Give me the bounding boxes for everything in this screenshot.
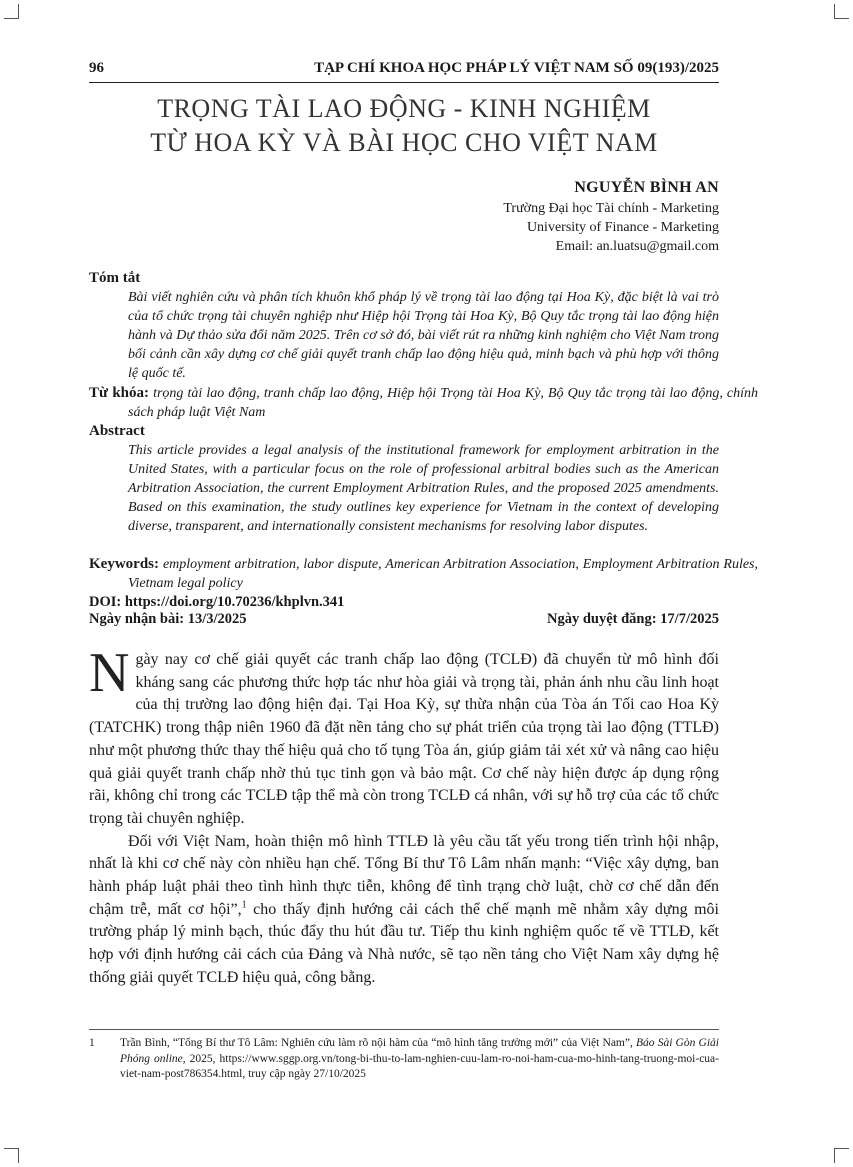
abstract-label: Abstract [89,423,145,439]
title-line-2: TỪ HOA KỲ VÀ BÀI HỌC CHO VIỆT NAM [150,128,658,157]
footnote-text [120,1036,719,1083]
body-text [89,642,719,990]
abstract-section [89,422,719,536]
journal-title: TẠP CHÍ KHOA HỌC PHÁP LÝ VIỆT NAM SỐ 09(193)/2025 [314,60,719,76]
keywords-vi-section [89,384,758,422]
article-meta [89,594,719,628]
paragraph-1 [89,642,719,831]
author-block [503,177,719,256]
abstract-text: This article provides a legal analysis of the institutional framework for employment arbitration in the United States, with a particular focus on the role of professional arbitral bodies such as the American Arbitration Association, the current Employment Arbitration Rules, and the proposed 2025 amendments. Based on this examination, the study outlines key experience for Vietnam in the context of developing diverse, transparent, and internationally consistent mechanisms for resolving labor disputes. [128,443,719,534]
keywords-vi-label: Từ khóa: [89,385,150,401]
footnote-rule [89,1029,719,1030]
approved-date: Ngày duyệt đăng: 17/7/2025 [546,611,719,627]
paragraph-2 [89,831,719,990]
article-title [89,92,719,160]
summary-section [89,269,719,383]
crop-mark-top-right [834,4,849,19]
received-date: Ngày nhận bài: 13/3/2025 [89,611,247,627]
drop-cap: N [89,642,130,704]
author-name: NGUYỄN BÌNH AN [574,179,719,196]
paragraph-1-text: gày nay cơ chế giải quyết các tranh chấp lao động (TCLĐ) đã chuyển từ mô hình đối kháng sang các phương thức hợp tác như hòa giải và trọng tài, phản ánh nhu cầu linh hoạt của thị trường lao động hiện đại. Tại Hoa Kỳ, sự thừa nhận của Tòa án Tối cao Hoa Kỳ (TATCHK) trong thập niên 1960 đã đặt nền tảng cho sự phát triển của trọng tài lao động (TTLĐ) như một phương thức thay thế hiệu quả cho tố tụng Tòa án, giúp giảm tải xét xử và nâng cao hiệu quả giải quyết tranh chấp nhờ thủ tục tinh gọn và bảo mật. Cơ chế này hiện được áp dụng rộng rãi, không chỉ trong các TCLĐ tập thể mà còn trong TCLĐ cá nhân, với sự hỗ trợ của các tổ chức trọng tài chuyên nghiệp. [89,651,719,827]
keywords-vi-text: trọng tài lao động, tranh chấp lao động, Hiệp hội Trọng tài Hoa Kỳ, Bộ Quy tắc trọng tài lao động, chính sách pháp luật Việt Nam [128,386,759,420]
author-affiliation-en: University of Finance - Marketing [526,220,719,235]
paragraph-2-text-b: cho thấy định hướng cải cách thể chế mạnh mẽ nhằm xây dựng môi trường pháp lý minh bạch, thúc đẩy thu hút đầu tư. Tiếp thu kinh nghiệm quốc tế về TTLĐ, kết hợp với định hướng cải cách của Đảng và Nhà nước, sẽ tạo nền tảng cho Việt Nam xây dựng hệ thống giải quyết TCLĐ hiệu quả, công bằng. [89,900,719,986]
footnote-number: 1 [89,1037,95,1049]
crop-mark-bottom-left [4,1148,19,1163]
paragraph-2-text-a: Đối với Việt Nam, hoàn thiện mô hình TTLĐ là yêu cầu tất yếu trong tiến trình hội nhập, nhất là khi cơ chế này còn nhiều hạn chế. Tổng Bí thư Tô Lâm nhấn mạnh: “Việc xây dựng, ban hành pháp luật phải theo tình hình thực tiễn, không để tình trạng chờ luật, chờ cơ chế dẫn đến chậm trễ, mất cơ hội”, [89,832,719,918]
header-rule [89,82,719,83]
keywords-en-label: Keywords: [89,556,159,572]
summary-text: Bài viết nghiên cứu và phân tích khuôn khổ pháp lý về trọng tài lao động tại Hoa Kỳ, đặc biệt là vai trò của tổ chức trọng tài chuyên nghiệp như Hiệp hội Trọng tài Hoa Kỳ, Bộ Quy tắc trọng tài lao động hiện hành và Dự thảo sửa đổi năm 2025. Trên cơ sở đó, bài viết rút ra những kinh nghiệm cho Việt Nam trong bối cảnh cần xây dựng cơ chế giải quyết tranh chấp lao động hiệu quả, minh bạch và phù hợp với thông lệ quốc tế. [128,290,719,381]
author-affiliation-vi: Trường Đại học Tài chính - Marketing [503,201,719,216]
footnote-source: Báo Sài Gòn Giải Phóng online [120,1037,719,1065]
footnote-1 [89,1036,719,1083]
title-line-1: TRỌNG TÀI LAO ĐỘNG - KINH NGHIỆM [157,94,651,123]
footnote-ref-1[interactable]: 1 [241,899,247,911]
footnote-text-a: Trần Bình, “Tổng Bí thư Tô Lâm: Nghiên cứu làm rõ nội hàm của “mô hình tăng trưởng mới” của Việt Nam”, [120,1037,637,1049]
page-number: 96 [89,60,104,76]
keywords-en-section [89,555,758,593]
keywords-en-text: employment arbitration, labor dispute, American Arbitration Association, Employment Arbitration Rules, Vietnam legal policy [128,557,758,591]
doi: DOI: https://doi.org/10.70236/khplvn.341 [89,594,345,610]
running-header [89,60,719,77]
summary-label: Tóm tắt [89,270,141,286]
crop-mark-bottom-right [834,1148,849,1163]
author-email: Email: an.luatsu@gmail.com [555,239,719,254]
crop-mark-top-left [4,4,19,19]
footnote-text-b[interactable]: , 2025, https://www.sggp.org.vn/tong-bi-thu-to-lam-nghien-cuu-lam-ro-noi-ham-cua-mo-hinh-tang-truong-moi-cua-viet-nam-post786354.html, truy cập ngày 27/10/2025 [120,1052,719,1080]
